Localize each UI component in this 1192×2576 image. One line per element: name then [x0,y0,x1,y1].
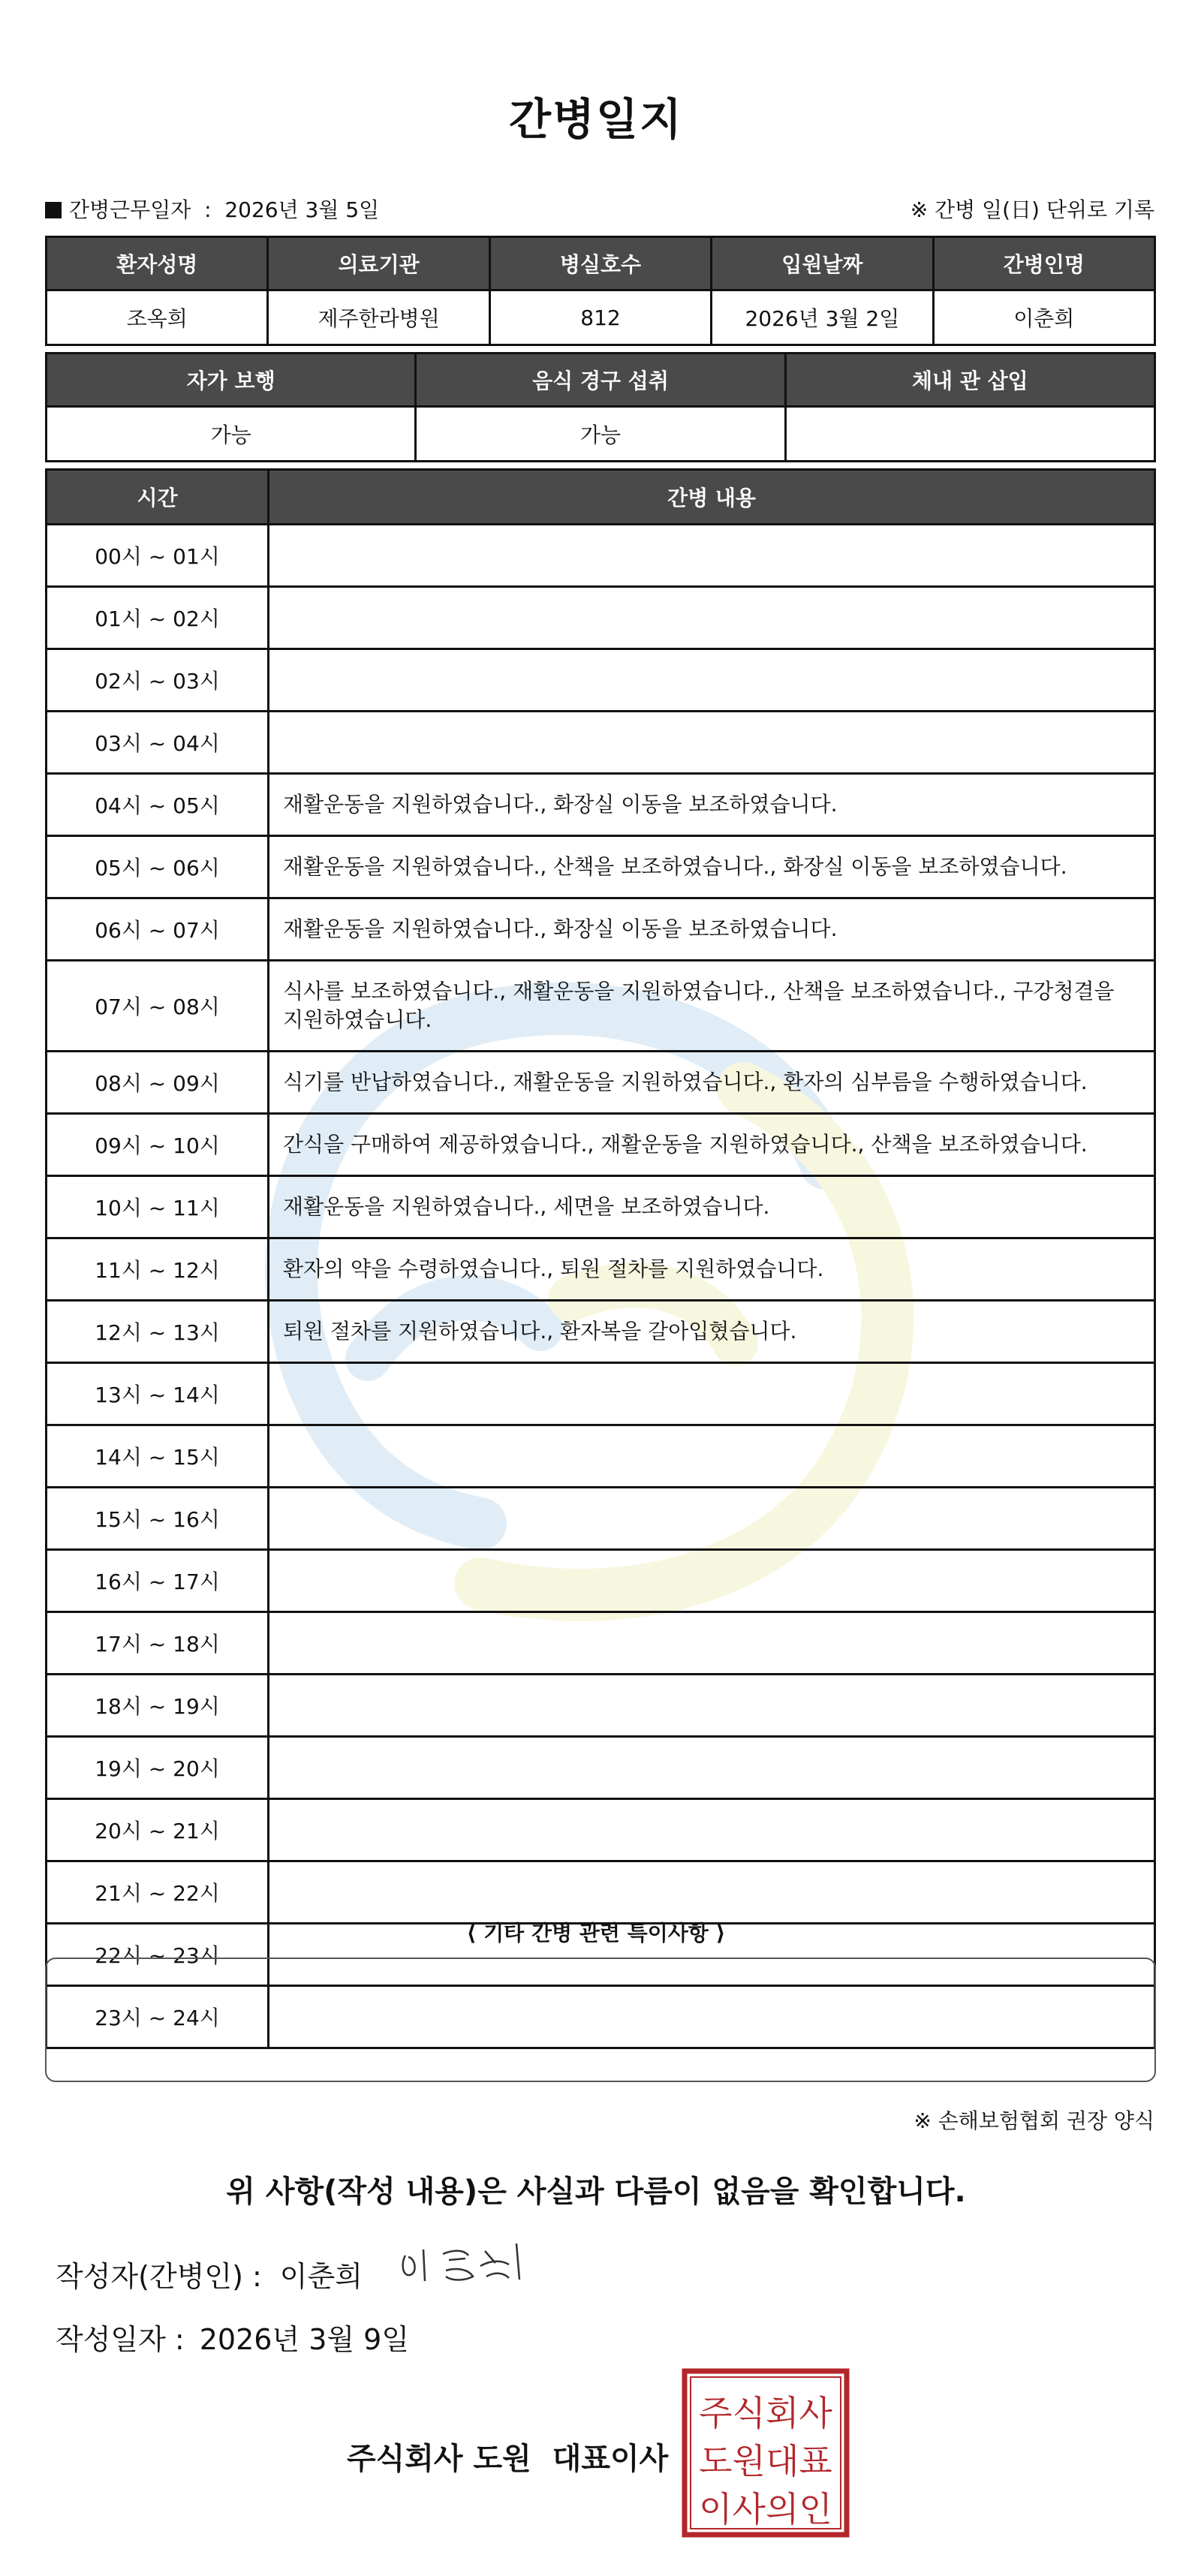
time-cell: 09시 ~ 10시 [47,1114,269,1176]
header-admission-date: 입원날짜 [712,237,933,290]
admission-date-value: 2026년 3월 2일 [712,290,933,345]
document-title: 간병일지 [508,94,684,145]
work-date-value: 2026년 3월 5일 [224,197,380,222]
time-cell: 19시 ~ 20시 [47,1737,269,1799]
care-content-cell [269,1425,1155,1488]
table-row [47,1799,1155,1861]
table-row [47,1612,1155,1675]
time-cell: 04시 ~ 05시 [47,774,269,836]
svg-text:도원대표: 도원대표 [699,2441,832,2481]
time-cell: 15시 ~ 16시 [47,1488,269,1550]
patient-ability-table [45,352,1156,462]
care-content-cell [269,587,1155,649]
written-date-value: 2026년 3월 9일 [199,2323,410,2356]
table-row [47,1425,1155,1488]
time-cell: 20시 ~ 21시 [47,1799,269,1861]
room-number-value: 812 [489,290,711,345]
time-cell: 14시 ~ 15시 [47,1425,269,1488]
tube-insertion-value [785,407,1154,462]
care-content-cell [269,1799,1155,1861]
time-cell: 21시 ~ 22시 [47,1861,269,1924]
care-content-cell: 퇴원 절차를 지원하였습니다., 환자복을 갈아입혔습니다. [269,1301,1155,1363]
time-cell: 07시 ~ 08시 [47,961,269,1052]
patient-info-table [45,236,1156,346]
patient-name-value: 조옥희 [47,290,268,345]
table-row [47,1238,1155,1301]
header-patient-name: 환자성명 [47,237,268,290]
table-row [47,836,1155,898]
time-cell: 03시 ~ 04시 [47,712,269,774]
care-content-cell [269,1550,1155,1612]
company-name: 주식회사 도원 [347,2442,531,2476]
square-bullet-icon [45,202,62,218]
company-role: 대표이사 [552,2442,669,2476]
care-content-cell [269,649,1155,712]
time-cell: 17시 ~ 18시 [47,1612,269,1675]
work-date-line: 간병근무일자 : 2026년 3월 5일 [45,194,379,224]
handwritten-signature [396,2233,539,2293]
table-row [47,712,1155,774]
care-content-cell [269,1675,1155,1737]
table-row [47,525,1155,587]
care-content-cell: 환자의 약을 수령하였습니다., 퇴원 절차를 지원하였습니다. [269,1238,1155,1301]
table-row [47,961,1155,1052]
recommend-note: ※ 손해보험협회 권장 양식 [914,2108,1154,2133]
time-cell: 10시 ~ 11시 [47,1176,269,1238]
unit-note: ※ 간병 일(日) 단위로 기록 [910,197,1154,222]
care-content-cell: 재활운동을 지원하였습니다., 산책을 보조하였습니다., 화장실 이동을 보조하였습니다. [269,836,1155,898]
svg-text:주식회사: 주식회사 [699,2393,832,2433]
header-time: 시간 [47,470,269,525]
time-cell: 01시 ~ 02시 [47,587,269,649]
table-row [47,1737,1155,1799]
table-row [47,1052,1155,1114]
table-row [47,1301,1155,1363]
header-hospital: 의료기관 [268,237,489,290]
time-cell: 06시 ~ 07시 [47,898,269,961]
time-cell: 05시 ~ 06시 [47,836,269,898]
writer-name: 이춘희 [279,2260,363,2293]
time-cell: 22시 ~ 23시 [47,1924,269,1986]
table-row [47,1550,1155,1612]
care-content-cell [269,1861,1155,1924]
company-seal-stamp [682,2368,850,2538]
table-row [47,774,1155,836]
time-cell: 02시 ~ 03시 [47,649,269,712]
company-line [347,2435,668,2478]
self-walking-value: 가능 [47,407,416,462]
header-caregiver-name: 간병인명 [933,237,1154,290]
time-cell: 11시 ~ 12시 [47,1238,269,1301]
notes-title: ⟨ 기타 간병 관련 특이사항 ⟩ [466,1921,726,1946]
oral-intake-value: 가능 [416,407,785,462]
notes-box [45,1958,1156,2082]
time-cell: 08시 ~ 09시 [47,1052,269,1114]
header-self-walking: 자가 보행 [47,354,416,407]
table-row [47,1488,1155,1550]
time-cell: 12시 ~ 13시 [47,1301,269,1363]
written-date-label: 작성일자 : [56,2323,185,2356]
writer-line [56,2253,363,2295]
header-care-content: 간병 내용 [269,470,1155,525]
time-cell: 23시 ~ 24시 [47,1986,269,2048]
written-date-line [56,2316,409,2358]
header-room-number: 병실호수 [489,237,711,290]
time-cell: 00시 ~ 01시 [47,525,269,587]
table-row [47,1176,1155,1238]
hospital-value: 제주한라병원 [268,290,489,345]
care-content-cell: 재활운동을 지원하였습니다., 화장실 이동을 보조하였습니다. [269,898,1155,961]
table-row [47,1363,1155,1425]
time-cell: 13시 ~ 14시 [47,1363,269,1425]
care-content-cell [269,1737,1155,1799]
care-log-table [45,468,1156,2049]
work-date-label: 간병근무일자 [69,197,191,222]
table-row [47,1114,1155,1176]
table-row [47,1675,1155,1737]
header-oral-intake: 음식 경구 섭취 [416,354,785,407]
table-row [47,649,1155,712]
svg-text:이사의인: 이사의인 [699,2489,832,2529]
care-content-cell: 재활운동을 지원하였습니다., 화장실 이동을 보조하였습니다. [269,774,1155,836]
time-cell: 18시 ~ 19시 [47,1675,269,1737]
writer-label: 작성자(간병인) : [56,2260,262,2293]
table-row [47,587,1155,649]
table-row [47,1861,1155,1924]
care-content-cell: 식사를 보조하였습니다., 재활운동을 지원하였습니다., 산책을 보조하였습니다., 구강청결을 지원하였습니다. [269,961,1155,1052]
care-content-cell: 간식을 구매하여 제공하였습니다., 재활운동을 지원하였습니다., 산책을 보조하였습니다. [269,1114,1155,1176]
care-log-rows [47,525,1155,2048]
care-content-cell [269,1488,1155,1550]
care-content-cell: 식기를 반납하였습니다., 재활운동을 지원하였습니다., 환자의 심부름을 수행하였습니다. [269,1052,1155,1114]
caregiver-name-value: 이춘희 [933,290,1154,345]
header-tube-insertion: 체내 관 삽입 [785,354,1154,407]
care-content-cell [269,525,1155,587]
table-row [47,898,1155,961]
confirmation-statement: 위 사항(작성 내용)은 사실과 다름이 없음을 확인합니다. [226,2174,966,2209]
care-content-cell: 재활운동을 지원하였습니다., 세면을 보조하였습니다. [269,1176,1155,1238]
care-content-cell [269,1612,1155,1675]
care-content-cell [269,1363,1155,1425]
time-cell: 16시 ~ 17시 [47,1550,269,1612]
care-content-cell [269,712,1155,774]
